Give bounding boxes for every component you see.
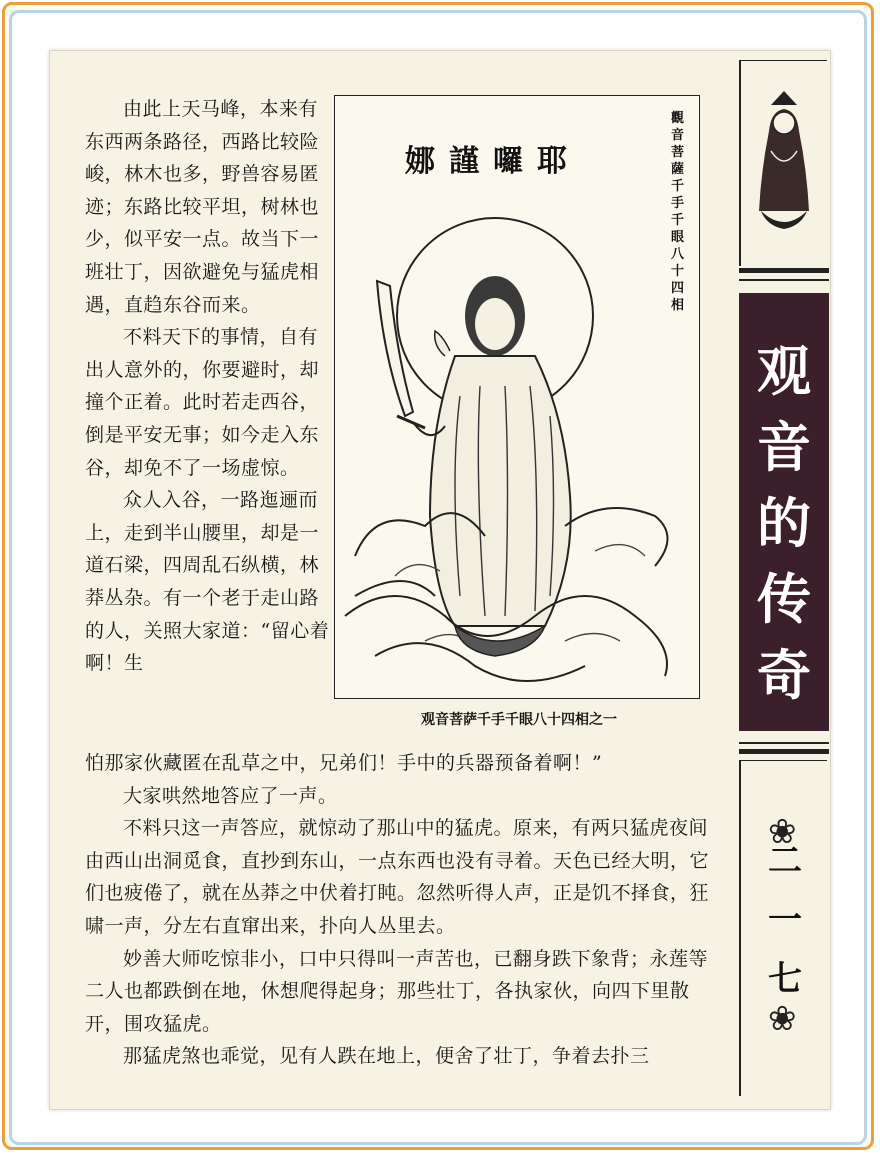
page-number: 二一七 <box>768 841 802 999</box>
guanyin-illustration <box>334 95 700 699</box>
illustration-title: 娜謹囉耶 <box>405 144 581 179</box>
paragraph: 众人入谷，一路迤逦而上，走到半山腰里，却是一道石梁，四周乱石纵横，林莽丛杂。有一个老于走山路的人，关照大家道：“留心着啊！生 <box>85 489 330 675</box>
paragraph: 不料天下的事情，自有出人意外的，你要避时，却撞个正着。此时若走西谷，倒是平安无事；如今走入东谷，却免不了一场虚惊。 <box>85 326 320 479</box>
paragraph: 不料只这一声答应，就惊动了那山中的猛虎。原来，有两只猛虎夜间由西山出洞觅食，直抄到东山，一点东西也没有寻着。天色已经大明，它们也疲倦了，就在丛莽之中伏着打盹。忽然听得人声，正是饥不择食，狂啸一声，分左右直窜出来，扑向人丛里去。 <box>85 817 710 937</box>
illustration-caption: 观音菩萨千手千眼八十四相之一 <box>421 712 617 728</box>
side-rule <box>739 742 829 744</box>
book-title: 观音的传奇 <box>757 339 811 707</box>
illustration-side-caption: 觀音菩薩千手千眼八十四相 <box>671 111 685 313</box>
body-text-narrow <box>85 93 331 680</box>
paragraph: 妙善大师吃惊非小，口中只得叫一声苦也，已翻身跌下象背；永莲等二人也都跌倒在地，休想爬得起身；那些壮丁，各执家伙，向四下里散开，围攻猛虎。 <box>85 947 709 1035</box>
side-rule <box>739 279 829 281</box>
book-title-panel <box>739 293 829 731</box>
paragraph: 那猛虎煞也乖觉，见有人跌在地上，便舍了壮丁，争着去扑三 <box>123 1045 650 1068</box>
paragraph: 由此上天马峰，本来有东西两条路径，西路比较险峻，林木也多，野兽容易匿迹；东路比较平坦，树林也少，似平安一点。故当下一班壮丁，因欲避免与猛虎相遇，直趋东谷而来。 <box>85 98 320 316</box>
flower-ornament-icon: ❀ <box>768 812 797 852</box>
paragraph: 大家哄然地答应了一声。 <box>123 784 338 807</box>
guanyin-figure-drawing <box>335 96 701 700</box>
side-emblem-box <box>739 60 827 266</box>
side-rule <box>739 268 829 273</box>
flower-ornament-icon: ❀ <box>768 999 797 1039</box>
paragraph: 怕那家伙藏匿在乱草之中，兄弟们！手中的兵器预备着啊！” <box>85 752 603 774</box>
guanyin-emblem-icon <box>741 61 827 265</box>
body-text-wide <box>85 747 725 1073</box>
side-rule <box>739 749 829 754</box>
